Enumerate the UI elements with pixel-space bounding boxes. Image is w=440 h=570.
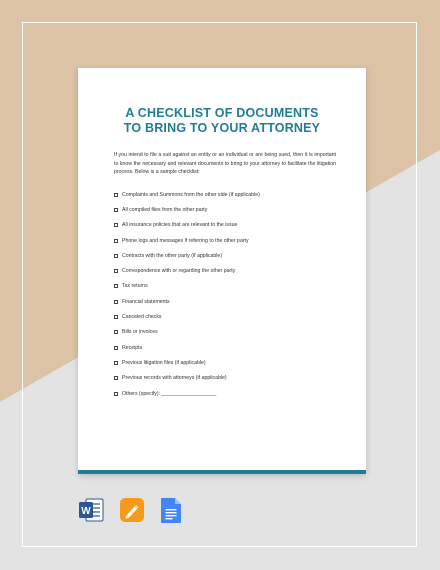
checklist-item-label: Previous litigation files (if applicable) [122,359,206,366]
apple-pages-icon[interactable] [119,497,145,528]
checklist-item-label: Receipts [122,344,143,351]
title-line-2: TO BRING TO YOUR ATTORNEY [123,121,321,135]
checklist-item [114,202,344,217]
checklist-item-label: Tax returns [122,283,148,290]
microsoft-word-icon[interactable] [78,497,104,528]
document-checklist [114,187,344,401]
checkbox-icon [114,254,118,258]
checklist-item-label: Canceled checks [122,314,162,321]
checklist-item-label: Phone logs and messages if referring to the other party [122,237,249,244]
checklist-item [114,371,344,386]
word-icon-letter: W [81,506,91,517]
document-title [78,106,366,136]
checkbox-icon [114,239,118,243]
title-line-1: A CHECKLIST OF DOCUMENTS [125,106,319,120]
checklist-item [114,294,344,309]
intro-paragraph: If you intend to file a suit against an entity or an individual or are being sued, then it is important to know the necessary and relevant documents to bring to your attorney to facilitate the litigation process. Below is a sample checklist: [114,152,336,175]
checklist-item [114,218,344,233]
checkbox-icon [114,300,118,304]
checkbox-icon [114,361,118,365]
checklist-item-label: Complaints and Summons from the other side (if applicable) [122,191,260,198]
checkbox-icon [114,315,118,319]
checklist-item-label: Previous records with attorneys (if applicable) [122,375,227,382]
checklist-item-label: Others (specify): ___________________ [122,390,217,397]
checklist-item-label: Bills or invoices [122,329,158,336]
checklist-item-label: Financial statements [122,298,170,305]
checklist-item [114,187,344,202]
checklist-item [114,233,344,248]
document-bottom-accent-bar [78,470,366,474]
checklist-item [114,355,344,370]
checklist-item [114,263,344,278]
checklist-item [114,340,344,355]
checklist-item [114,325,344,340]
checkbox-icon [114,376,118,380]
checklist-item-label: All insurance policies that are relevant to the issue [122,222,238,229]
checkbox-icon [114,330,118,334]
checklist-item [114,279,344,294]
checkbox-icon [114,208,118,212]
checklist-item-label: All compiled files from the other party [122,206,208,213]
checklist-item-label: Correspondence with or regarding the other party [122,268,236,275]
checklist-item [114,309,344,324]
checkbox-icon [114,193,118,197]
checkbox-icon [114,223,118,227]
checkbox-icon [114,392,118,396]
google-docs-icon[interactable] [160,497,182,529]
checklist-item [114,386,344,401]
checkbox-icon [114,346,118,350]
checklist-item [114,248,344,263]
document-preview [78,68,366,474]
checkbox-icon [114,284,118,288]
checklist-item-label: Contracts with the other party (if applicable) [122,252,223,259]
checkbox-icon [114,269,118,273]
